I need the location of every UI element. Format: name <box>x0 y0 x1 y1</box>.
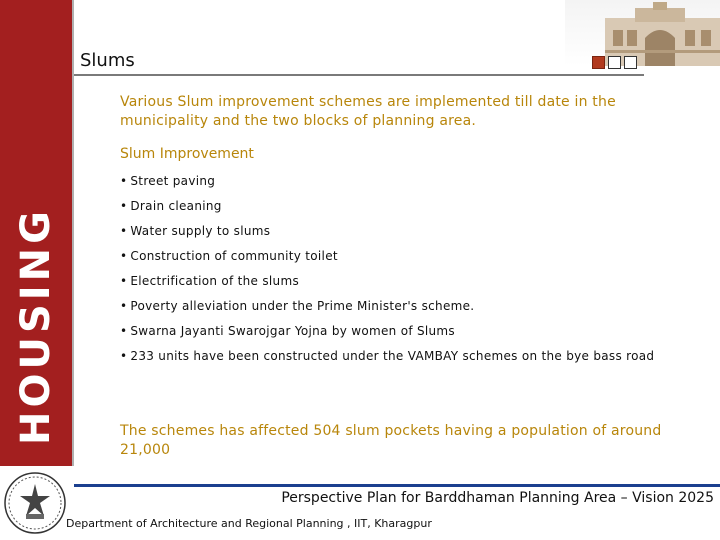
list-item: • Construction of community toilet <box>120 249 338 263</box>
bullet-dot: • <box>120 224 128 238</box>
bullet-list <box>120 174 680 364</box>
title-divider <box>74 74 644 76</box>
section-label: HOUSING <box>13 207 59 445</box>
list-item: • Drain cleaning <box>120 199 222 213</box>
slide-content <box>120 93 680 374</box>
bullet-dot: • <box>120 174 128 188</box>
list-item: • Water supply to slums <box>120 224 271 238</box>
slide-title: Slums <box>80 50 135 71</box>
section-sidebar <box>0 0 72 466</box>
list-item: • Street paving <box>120 174 216 188</box>
bullet-dot: • <box>120 274 128 288</box>
list-item: • Swarna Jayanti Swarojgar Yojna by women of Slums <box>120 324 455 338</box>
sidebar-divider <box>72 0 74 466</box>
bullet-dot: • <box>120 299 128 313</box>
slide-indicator <box>592 56 637 69</box>
indicator-square-filled <box>592 56 605 69</box>
subheading: Slum Improvement <box>120 146 254 162</box>
list-item: • Poverty alleviation under the Prime Minister's scheme. <box>120 299 475 313</box>
indicator-square <box>608 56 621 69</box>
bullet-dot: • <box>120 199 128 213</box>
intro-text: Various Slum improvement schemes are implemented till date in the municipality and the two blocks of planning area. <box>120 94 616 129</box>
summary-text: The schemes has affected 504 slum pockets having a population of around 21,000 <box>120 423 662 458</box>
bullet-dot: • <box>120 249 128 263</box>
bullet-dot: • <box>120 349 128 363</box>
list-item: • 233 units have been constructed under the VAMBAY schemes on the bye bass road <box>120 349 655 363</box>
plan-title: Perspective Plan for Barddhaman Planning Area – Vision 2025 <box>281 490 714 506</box>
bullet-dot: • <box>120 324 128 338</box>
list-item: • Electrification of the slums <box>120 274 299 288</box>
header-building-image <box>565 0 720 66</box>
indicator-square <box>624 56 637 69</box>
footer-divider <box>74 484 720 487</box>
iit-kharagpur-logo <box>2 470 68 536</box>
department-name: Department of Architecture and Regional Planning , IIT, Kharagpur <box>66 517 432 530</box>
